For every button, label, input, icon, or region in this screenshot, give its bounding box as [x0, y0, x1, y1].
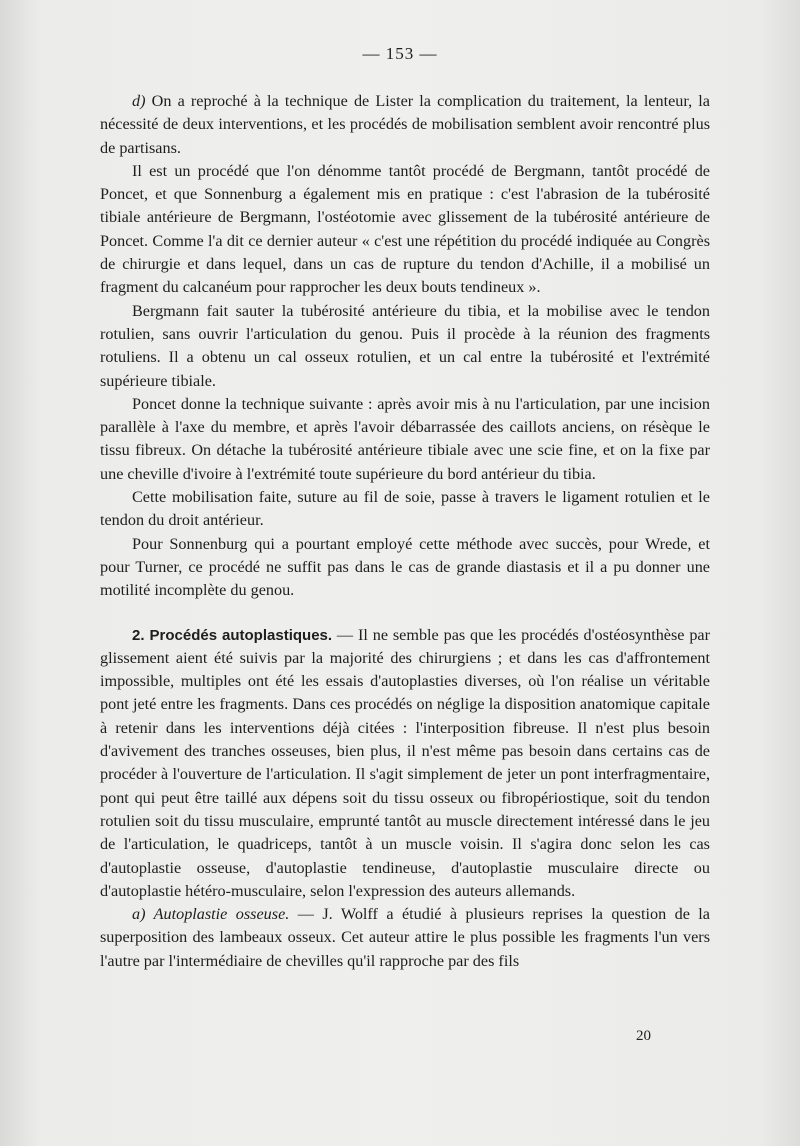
paragraph-text: — Il ne semble pas que les procédés d'ostéosynthèse par glissement aient été suivis par la majorité des chirurgiens ; et dans les cas d'affrontement impossible, multiples ont été les essais d'autoplasties diverses, où l'on réalise un véritable pont jeté entre les fragments. Dans ces procédés on néglige la disposition anatomique capitale à retenir dans les interventions déjà citées : l'interposition fibreuse. Il n'est plus besoin d'avivement des tranches osseuses, bien plus, il n'est même pas besoin dans certains cas de procéder à l'ouverture de l'articulation. Il s'agit simplement de jeter un pont interfragmentaire, pont qui peut être taillé aux dépens soit du tissu osseux ou fibropériostique, soit du tendon rotulien soit du tissu musculaire, emprunté tantôt au muscle directement intéressé dans le jeu de l'articulation, le quadriceps, tantôt à un muscle voisin. Il s'agira donc selon les cas d'autoplastie osseuse, d'autoplastie tendineuse, d'autoplastie musculaire directe ou d'autoplastie hétéro-musculaire, selon l'expression des auteurs allemands.: [100, 625, 710, 900]
paragraph-label: d): [132, 92, 146, 110]
page-number: — 153 —: [362, 44, 438, 63]
paragraph-autoplastie-osseuse: [100, 903, 710, 973]
subsection-label: a) Autoplastie osseuse.: [132, 905, 290, 924]
body-text: [100, 90, 710, 973]
signature-mark: 20: [636, 1028, 651, 1044]
paragraph-text: On a reproché à la technique de Lister la complication du traitement, la lenteur, la nécessité de deux interventions, et les procédés de mobilisation semblent avoir rencontré plus de partisans.: [100, 92, 710, 157]
paragraph-sonnenburg: Pour Sonnenburg qui a pourtant employé cette méthode avec succès, pour Wrede, et pour Turner, ce procédé ne suffit pas dans le cas de grande diastasis et il a pu donner une motilité incomplète du genou.: [100, 534, 710, 600]
section-heading: 2. Procédés autoplastiques.: [132, 626, 333, 644]
paragraph-text: — J. Wolff a étudié à plusieurs reprises la question de la superposition des lambeaux osseux. Cet auteur attire le plus possible les fragments l'un vers l'autre par l'intermédiaire de chevilles qu'il rapproche par des fils: [100, 905, 710, 970]
paragraph-bergmann-poncet: Il est un procédé que l'on dénomme tantôt procédé de Bergmann, tantôt procédé de Poncet, et que Sonnenburg a également mis en pratique : c'est l'abrasion de la tubérosité tibiale antérieure de Bergmann, l'ostéotomie avec glissement de la tubérosité antérieure de Poncet. Comme l'a dit ce dernier auteur « c'est une répétition du procédé indiquée au Congrès de chirurgie et dans lequel, dans un cas de rupture du tendon d'Achille, il a mobilisé un fragment du calcanéum pour rapprocher les deux bouts tendineux ».: [100, 161, 710, 297]
paragraph-d: [100, 90, 710, 160]
paragraph-poncet: Poncet donne la technique suivante : après avoir mis à nu l'articulation, par une incision parallèle à l'axe du membre, et après l'avoir débarrassée des caillots anciens, on résèque le tissu fibreux. On détache la tubérosité antérieure tibiale avec une scie fine, et on la fixe par une cheville d'ivoire à l'extrémité toute supérieure du bord antérieur du tibia.: [100, 394, 710, 483]
paragraph-autoplastic: [100, 624, 710, 904]
paragraph-bergmann: Bergmann fait sauter la tubérosité antérieure du tibia, et la mobilise avec le tendon rotulien, sans ouvrir l'articulation du genou. Puis il procède à la réunion des fragments rotuliens. Il a obtenu un cal osseux rotulien, et un cal entre la tubérosité et l'extrémité supérieure tibiale.: [100, 301, 710, 390]
paragraph-suture: Cette mobilisation faite, suture au fil de soie, passe à travers le ligament rotulien et le tendon du droit antérieur.: [100, 488, 710, 530]
